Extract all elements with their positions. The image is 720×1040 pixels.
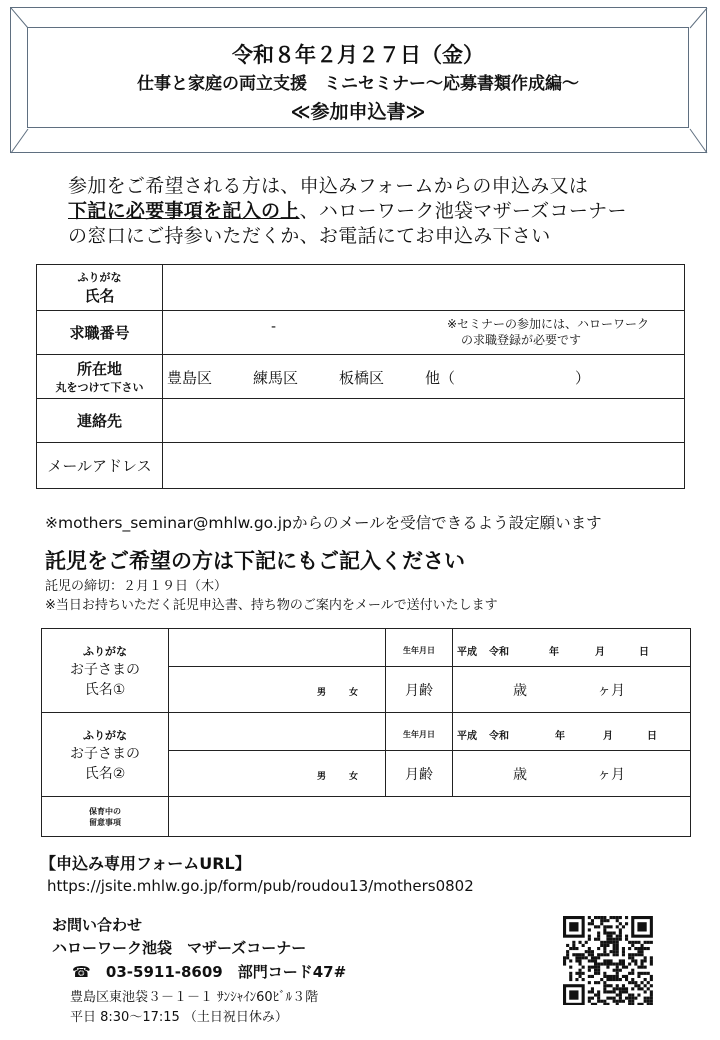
child-2-name-field[interactable] xyxy=(169,751,386,797)
title-box xyxy=(27,27,689,128)
contact-phone[interactable]: 03-5911-8609 部門コード47# xyxy=(105,963,347,981)
child-2-furigana-row xyxy=(42,713,691,751)
childcare-notes-row xyxy=(42,797,691,837)
child-2-age-field[interactable] xyxy=(453,751,691,797)
email-field[interactable] xyxy=(163,443,685,489)
child-1-era-reiwa[interactable]: 令和 xyxy=(489,647,509,658)
childcare-notes-label-1: 保育中の xyxy=(89,806,121,816)
intro-line-3: の窓口にご持参いただくか、お電話にてお申込み下さい xyxy=(68,225,551,247)
address-row xyxy=(37,355,685,399)
child-1-day: 日 xyxy=(639,647,649,658)
child-1-age-label: 月齢 xyxy=(386,667,453,713)
contact-hours: 平日 8:30～17:15 （土日祝日休み） xyxy=(70,1010,288,1025)
contact-heading: お問い合わせ xyxy=(52,916,143,934)
childcare-notes-label-2: 留意事項 xyxy=(89,817,121,827)
furigana-label: ふりがな xyxy=(77,271,122,284)
child-2-male[interactable]: 男 xyxy=(317,772,327,782)
child-2-label-line2: 氏名② xyxy=(84,765,126,782)
child-2-year: 年 xyxy=(555,731,565,742)
child-1-era-heisei[interactable]: 平成 xyxy=(457,647,477,658)
childcare-heading: 託児をご希望の方は下記にもご記入ください xyxy=(45,549,465,573)
childcare-notes-label-cell xyxy=(42,797,169,837)
job-number-note-1: ※セミナーの参加には、ハローワーク xyxy=(447,317,650,331)
child-2-month: 月 xyxy=(603,731,613,742)
contact-row xyxy=(37,399,685,443)
form-title: ≪参加申込書≫ xyxy=(290,101,426,123)
child-2-furigana-field[interactable] xyxy=(169,713,386,751)
contact-label: 連絡先 xyxy=(37,399,163,443)
contact-phone-line xyxy=(72,961,346,982)
job-number-separator: - xyxy=(271,319,277,335)
child-1-male[interactable]: 男 xyxy=(317,688,327,698)
child-2-era-heisei[interactable]: 平成 xyxy=(457,731,477,742)
childcare-deadline: 託児の締切：２月１９日（木） xyxy=(45,579,228,594)
event-date: 令和８年２月２７日（金） xyxy=(232,43,484,67)
address-label-cell xyxy=(37,355,163,399)
job-number-label: 求職番号 xyxy=(37,311,163,355)
intro-line-2-rest: 、ハローワーク池袋マザーズコーナー xyxy=(299,200,627,222)
child-2-label-line1: お子さまの xyxy=(70,745,140,762)
phone-icon: ☎ xyxy=(72,963,91,981)
child-1-age-years: 歳 xyxy=(513,683,527,699)
name-label-cell xyxy=(37,265,163,311)
child-2-female[interactable]: 女 xyxy=(349,772,359,782)
form-url-heading: 【申込み専用フォームURL】 xyxy=(40,854,251,873)
address-sublabel: 丸をつけて下さい xyxy=(55,381,144,394)
child-2-day: 日 xyxy=(647,731,657,742)
applicant-table xyxy=(36,264,685,489)
form-url-link[interactable]: https://jsite.mhlw.go.jp/form/pub/roudou13/mothers0802 xyxy=(47,877,474,895)
child-1-furigana-field[interactable] xyxy=(169,629,386,667)
child-1-label-cell xyxy=(42,629,169,713)
email-label: メールアドレス xyxy=(37,443,163,489)
child-1-age-field[interactable] xyxy=(453,667,691,713)
seminar-title: 仕事と家庭の両立支援 ミニセミナー～応募書類作成編～ xyxy=(137,74,579,94)
qr-code-graphic xyxy=(562,916,655,1005)
address-label: 所在地 xyxy=(76,360,122,378)
address-option-nerima[interactable]: 練馬区 xyxy=(253,369,299,387)
child-1-furigana-label: ふりがな xyxy=(83,644,127,658)
job-number-note-2: の求職登録が必要です xyxy=(461,333,582,347)
child-2-birth-label-cell xyxy=(386,713,453,751)
child-1-birthdate-field[interactable] xyxy=(453,629,691,667)
name-row xyxy=(37,265,685,311)
email-row xyxy=(37,443,685,489)
child-1-birth-label: 生年月日 xyxy=(403,646,435,655)
address-option-itabashi[interactable]: 板橋区 xyxy=(339,369,385,387)
child-1-label-line1: お子さまの xyxy=(70,661,140,678)
address-option-other[interactable]: 他（ ） xyxy=(425,369,591,387)
child-2-birthdate-field[interactable] xyxy=(453,713,691,751)
contact-field[interactable] xyxy=(163,399,685,443)
intro-line-1: 参加をご希望される方は、申込みフォームからの申込み又は xyxy=(68,175,589,197)
child-2-age-label: 月齢 xyxy=(386,751,453,797)
child-2-label-cell xyxy=(42,713,169,797)
qr-code-icon[interactable] xyxy=(562,916,655,1005)
child-2-age-years: 歳 xyxy=(513,767,527,783)
child-1-birth-label-cell xyxy=(386,629,453,667)
contact-office: ハローワーク池袋 マザーズコーナー xyxy=(52,939,307,957)
address-option-toshima[interactable]: 豊島区 xyxy=(167,369,213,387)
childcare-table xyxy=(41,628,691,837)
name-field[interactable] xyxy=(163,265,685,311)
child-1-label-line2: 氏名① xyxy=(84,681,126,698)
job-number-field[interactable] xyxy=(163,311,685,355)
child-2-furigana-label: ふりがな xyxy=(83,728,127,742)
child-1-month: 月 xyxy=(595,647,605,658)
child-1-age-months: ヶ月 xyxy=(597,683,625,699)
child-2-era-reiwa[interactable]: 令和 xyxy=(489,731,509,742)
name-label: 氏名 xyxy=(84,287,115,305)
email-note: ※mothers_seminar@mhlw.go.jpからのメールを受信できるよう設定願います xyxy=(45,514,602,532)
child-2-birth-label: 生年月日 xyxy=(403,730,435,739)
childcare-notes-field[interactable] xyxy=(169,797,691,837)
child-1-year: 年 xyxy=(549,647,559,658)
child-1-name-field[interactable] xyxy=(169,667,386,713)
intro-emphasis: 下記に必要事項を記入の上 xyxy=(68,200,300,222)
childcare-note: ※当日お持ちいただく託児申込書、持ち物のご案内をメールで送付いたします xyxy=(45,598,498,613)
address-options xyxy=(163,355,685,399)
child-1-furigana-row xyxy=(42,629,691,667)
child-2-age-months: ヶ月 xyxy=(597,767,625,783)
intro-line-2 xyxy=(68,196,627,223)
child-1-female[interactable]: 女 xyxy=(349,688,359,698)
contact-address: 豊島区東池袋３－１－１ ｻﾝｼｬｲﾝ60ﾋﾞﾙ３階 xyxy=(70,990,319,1005)
job-number-row xyxy=(37,311,685,355)
